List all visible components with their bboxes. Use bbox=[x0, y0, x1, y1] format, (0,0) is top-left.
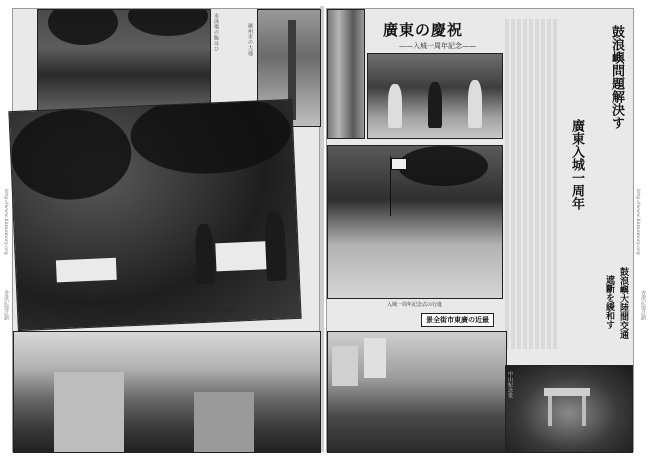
building-photo bbox=[327, 9, 365, 139]
page-subtitle: ——入城一周年記念—— bbox=[399, 42, 476, 50]
pool-photo bbox=[37, 9, 211, 119]
city-panorama-right bbox=[327, 331, 507, 453]
pool-caption: 水泳場の賑はひ bbox=[213, 13, 219, 52]
stamp-left: 香港記憶計劃 bbox=[3, 290, 9, 320]
pavilion-pillar bbox=[548, 396, 552, 426]
margin-url-left: http://www.hkmemory.org bbox=[3, 189, 9, 255]
city-panorama-label: 景全街市東廣の近最 bbox=[421, 313, 494, 327]
building-block bbox=[54, 372, 124, 452]
margin-url-right: http://www.hkmemory.org bbox=[635, 189, 641, 255]
pavilion-caption: 中山紀念堂 bbox=[507, 371, 513, 399]
table-shape bbox=[56, 258, 117, 283]
pavilion-roof bbox=[544, 388, 590, 396]
headline-gulangyu: 鼓浪嶼問題解決す bbox=[609, 25, 624, 129]
headline-traffic-1: 鼓浪嶼大陸間交通 bbox=[618, 267, 628, 339]
right-page bbox=[326, 8, 641, 452]
building-block bbox=[364, 338, 386, 378]
person-figure bbox=[388, 84, 402, 128]
garden-party-photo bbox=[8, 99, 301, 331]
city-panorama-left bbox=[13, 331, 321, 453]
street-caption: 廣州市の大通 bbox=[247, 23, 253, 56]
pavilion-photo bbox=[505, 365, 633, 453]
tree-shape bbox=[48, 9, 118, 45]
garden-caption: 園遊會の模樣 bbox=[203, 308, 234, 314]
person-figure bbox=[264, 210, 287, 281]
person-figure bbox=[194, 224, 215, 285]
headline-canton-anniversary: 廣東入城一周年 bbox=[569, 119, 584, 210]
building-block bbox=[194, 392, 254, 452]
tree-shape bbox=[398, 146, 488, 186]
tree-shape bbox=[9, 107, 133, 202]
stamp-right: 香港記憶計劃 bbox=[640, 290, 646, 320]
headline-traffic-2: 遮斷を緩和す bbox=[604, 275, 614, 329]
parade-caption: 入城一周年記念式の行進 bbox=[387, 302, 443, 308]
article-column bbox=[505, 19, 559, 349]
ceremony-photo bbox=[367, 53, 503, 139]
flag bbox=[391, 158, 407, 170]
building-block bbox=[332, 346, 358, 386]
person-figure bbox=[428, 82, 442, 128]
page-title: 廣東の慶祝 bbox=[383, 21, 464, 39]
pavilion-pillar bbox=[582, 396, 586, 426]
tree-shape bbox=[129, 99, 292, 177]
tree-shape bbox=[128, 9, 208, 36]
person-figure bbox=[468, 80, 482, 128]
parade-photo bbox=[327, 145, 503, 299]
